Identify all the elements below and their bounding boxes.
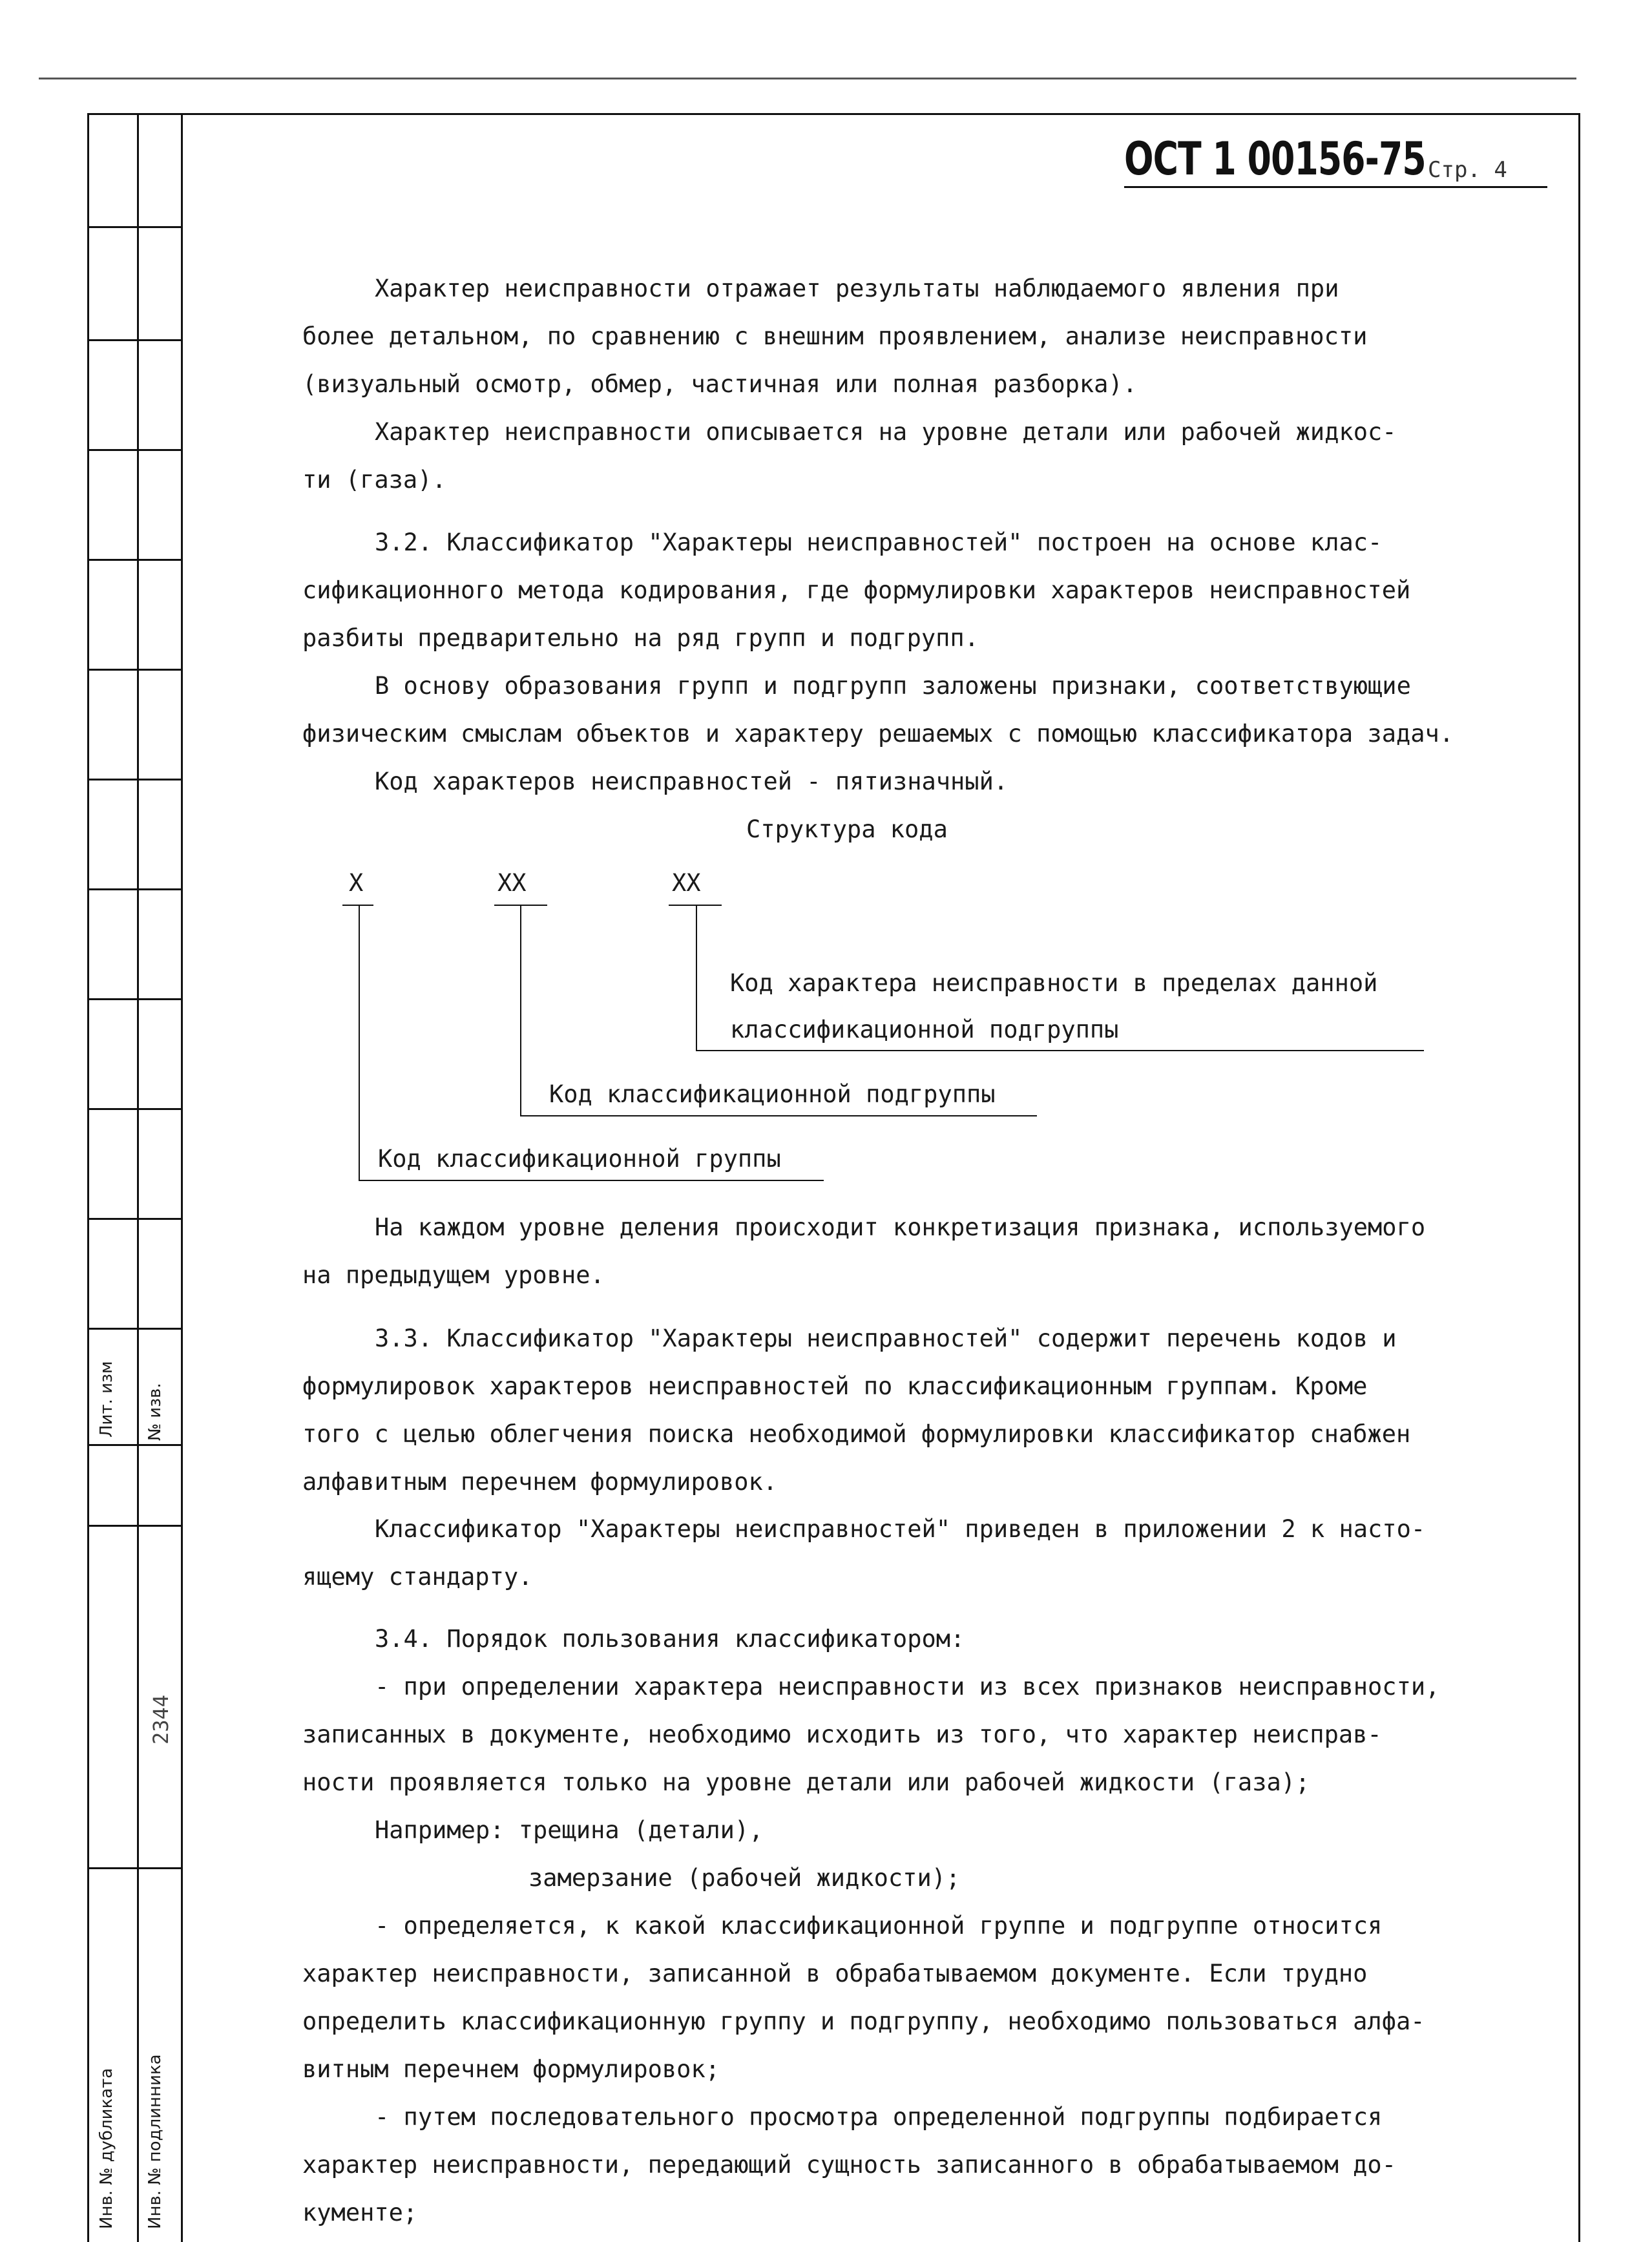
- diagram-rule-2: [520, 1115, 1037, 1116]
- margin-tick: [87, 449, 182, 451]
- text-line: кументе;: [302, 2199, 418, 2226]
- code-segment-group: X: [349, 869, 364, 897]
- text-line: - путем последовательного просмотра определенной подгруппы подбирается: [375, 2103, 1383, 2131]
- margin-no-izv: № изв.: [145, 1383, 165, 1441]
- top-rule: [39, 78, 1576, 79]
- text-line: Например: трещина (детали),: [375, 1816, 764, 1844]
- text-line: определить классификационную группу и подгруппу, необходимо пользоваться алфа-: [302, 2007, 1425, 2035]
- text-line: замерзание (рабочей жидкости);: [528, 1864, 961, 1892]
- margin-tick: [87, 1328, 182, 1330]
- margin-number: 2344: [149, 1694, 173, 1744]
- diagram-underline-3: [669, 905, 722, 906]
- margin-tick: [87, 1444, 182, 1446]
- text-line: - при определении характера неисправности из всех признаков неисправности,: [375, 1673, 1440, 1701]
- paragraph: [302, 1505, 1504, 1601]
- paragraph: [302, 1615, 1504, 1663]
- diagram-connector-2: [520, 906, 521, 1116]
- diagram-label-subgroup: Код классификационной подгруппы: [549, 1080, 996, 1108]
- paragraph: [302, 1902, 1504, 2093]
- text-line: витным перечнем формулировок;: [302, 2055, 720, 2083]
- margin-inv-podlinnika: Инв. № подлинника: [145, 2054, 165, 2229]
- margin-tick: [87, 1525, 182, 1527]
- text-line: того с целью облегчения поиска необходимой формулировки классификатор снабжен: [302, 1420, 1411, 1448]
- margin-tick: [87, 998, 182, 1000]
- text-line: более детальном, по сравнению с внешним проявлением, анализе неисправности: [302, 322, 1368, 350]
- text-line: (визуальный осмотр, обмер, частичная или полная разборка).: [302, 370, 1138, 398]
- text-line: на предыдущем уровне.: [302, 1261, 605, 1289]
- diagram-rule-3: [696, 1050, 1424, 1051]
- text-line: - определяется, к какой классификационной группе и подгруппе относится: [375, 1912, 1383, 1940]
- text-line: алфавитным перечнем формулировок.: [302, 1468, 778, 1496]
- paragraph: [302, 265, 1504, 408]
- text-line: физическим смыслам объектов и характеру решаемых с помощью классификатора задач.: [302, 720, 1454, 748]
- text-line: Характер неисправности отражает результаты наблюдаемого явления при: [375, 275, 1339, 302]
- frame-top: [87, 113, 1580, 115]
- text-line: ящему стандарту.: [302, 1563, 533, 1591]
- text-line: Код характеров неисправностей - пятизначный.: [375, 768, 1009, 795]
- paragraph: [302, 1807, 1504, 1902]
- text-line: характер неисправности, передающий сущность записанного в обрабатываемом до-: [302, 2151, 1396, 2179]
- paragraph: [302, 1315, 1504, 1506]
- margin-tick: [87, 1218, 182, 1220]
- paragraph: [302, 1204, 1504, 1299]
- diagram-connector-1: [359, 906, 360, 1180]
- margin-tick: [87, 1108, 182, 1110]
- margin-inv-dublikata: Инв. № дубликата: [97, 2068, 116, 2229]
- text-line: ти (газа).: [302, 466, 446, 494]
- diagram-label-nature-1: Код характера неисправности в пределах данной: [730, 969, 1378, 997]
- paragraph: [302, 2093, 1504, 2237]
- header-underline: [1124, 186, 1547, 188]
- text-line: На каждом уровне деления происходит конкретизация признака, используемого: [375, 1213, 1426, 1241]
- text-line: Характер неисправности описывается на уровне детали или рабочей жидкос-: [375, 418, 1397, 446]
- text-line: характер неисправности, записанной в обрабатываемом документе. Если трудно: [302, 1960, 1368, 1987]
- margin-tick: [87, 226, 182, 228]
- margin-lit-izm: Лит. изм: [97, 1361, 116, 1438]
- paragraph: [302, 662, 1504, 758]
- text-line: 3.2. Классификатор "Характеры неисправностей" построен на основе клас-: [375, 529, 1383, 556]
- paragraph: [302, 519, 1504, 662]
- code-segment-subgroup: XX: [497, 869, 527, 897]
- text-line: 3.3. Классификатор "Характеры неисправностей" содержит перечень кодов и: [375, 1325, 1397, 1352]
- margin-tick: [87, 559, 182, 561]
- margin-tick: [87, 669, 182, 671]
- code-segment-nature: XX: [672, 869, 701, 897]
- text-line: сификационного метода кодирования, где формулировки характеров неисправностей: [302, 576, 1411, 604]
- text-line: 3.4. Порядок пользования классификатором:: [375, 1625, 965, 1653]
- margin-tick: [87, 779, 182, 781]
- margin-tick: [87, 339, 182, 341]
- document-code: ОСТ 1 00156-75: [1124, 132, 1426, 185]
- paragraph: [302, 758, 1504, 806]
- text-line: В основу образования групп и подгрупп заложены признаки, соответствующие: [375, 672, 1411, 700]
- frame-left-inner: [181, 113, 183, 2242]
- diagram-underline-1: [342, 905, 373, 906]
- frame-left-mid: [137, 113, 139, 2242]
- frame-left-outer: [87, 113, 89, 2242]
- diagram-rule-1: [359, 1180, 824, 1181]
- frame-right: [1578, 113, 1580, 2242]
- page-number: Стр. 4: [1428, 157, 1507, 183]
- diagram-label-nature-2: классификационной подгруппы: [730, 1016, 1119, 1043]
- text-line: разбиты предварительно на ряд групп и подгрупп.: [302, 624, 979, 652]
- text-line: формулировок характеров неисправностей по классификационным группам. Кроме: [302, 1372, 1368, 1400]
- text-line: записанных в документе, необходимо исходить из того, что характер неисправ-: [302, 1721, 1382, 1748]
- paragraph: [302, 1663, 1504, 1807]
- diagram-title: Структура кода: [746, 815, 948, 843]
- margin-tick: [87, 1867, 182, 1869]
- diagram-connector-3: [696, 906, 697, 1051]
- paragraph: [302, 408, 1504, 504]
- text-line: ности проявляется только на уровне детали или рабочей жидкости (газа);: [302, 1768, 1310, 1796]
- margin-tick: [87, 888, 182, 890]
- diagram-label-group: Код классификационной группы: [378, 1145, 781, 1173]
- text-line: Классификатор "Характеры неисправностей" приведен в приложении 2 к насто-: [375, 1515, 1426, 1543]
